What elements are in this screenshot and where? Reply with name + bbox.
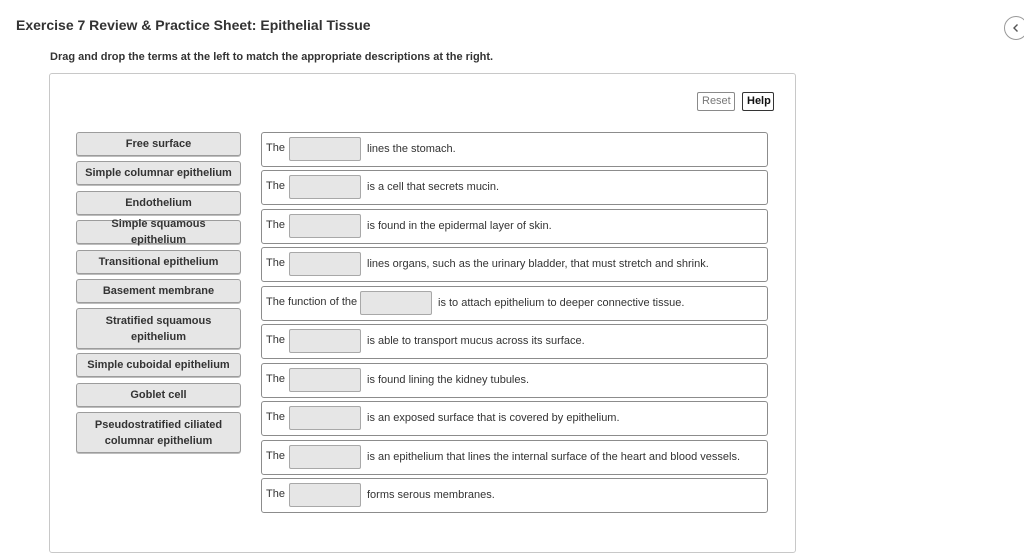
row-prefix: The [266, 450, 285, 462]
chevron-left-icon [1011, 23, 1021, 33]
description-row [261, 401, 768, 436]
row-prefix: The [266, 257, 285, 269]
term-free-surface[interactable]: Free surface [76, 132, 241, 156]
description-row [261, 478, 768, 513]
term-transitional-epithelium[interactable]: Transitional epithelium [76, 250, 241, 274]
row-description: forms serous membranes. [367, 489, 495, 501]
row-prefix: The [266, 411, 285, 423]
drop-target[interactable] [289, 406, 361, 430]
term-simple-squamous-epithelium[interactable]: Simple squamous epithelium [76, 220, 241, 244]
row-prefix: The [266, 180, 285, 192]
collapse-button[interactable] [1004, 16, 1024, 40]
row-description: is an exposed surface that is covered by epithelium. [367, 412, 620, 424]
drop-target[interactable] [289, 214, 361, 238]
drop-target[interactable] [289, 329, 361, 353]
drop-target[interactable] [289, 252, 361, 276]
description-row [261, 324, 768, 359]
row-prefix: The [266, 142, 285, 154]
row-prefix: The [266, 219, 285, 231]
row-description: is a cell that secrets mucin. [367, 181, 500, 193]
row-prefix: The [266, 488, 285, 500]
row-description: is able to transport mucus across its surface. [367, 335, 585, 347]
row-description: lines organs, such as the urinary bladder, that must stretch and shrink. [367, 258, 709, 270]
row-description: is found lining the kidney tubules. [367, 374, 530, 386]
row-prefix: The [266, 334, 285, 346]
description-row [261, 247, 768, 282]
reset-button[interactable]: Reset [697, 92, 735, 111]
row-prefix: The [266, 373, 285, 385]
description-row [261, 363, 768, 398]
row-description: is found in the epidermal layer of skin. [367, 220, 552, 232]
description-row [261, 286, 768, 321]
row-description: lines the stomach. [367, 143, 456, 155]
page-title: Exercise 7 Review & Practice Sheet: Epithelial Tissue [16, 17, 371, 33]
term-basement-membrane[interactable]: Basement membrane [76, 279, 241, 303]
drop-target[interactable] [289, 175, 361, 199]
row-description: is to attach epithelium to deeper connective tissue. [438, 297, 685, 309]
term-simple-columnar-epithelium[interactable]: Simple columnar epithelium [76, 161, 241, 185]
drop-target[interactable] [289, 483, 361, 507]
description-row [261, 440, 768, 475]
instructions: Drag and drop the terms at the left to match the appropriate descriptions at the right. [50, 51, 494, 63]
drop-target[interactable] [360, 291, 432, 315]
help-button[interactable]: Help [742, 92, 774, 111]
drop-target[interactable] [289, 137, 361, 161]
term-endothelium[interactable]: Endothelium [76, 191, 241, 215]
description-row [261, 209, 768, 244]
term-pseudostratified-ciliated-columnar-epithelium[interactable]: Pseudostratified ciliated columnar epithelium [76, 412, 241, 453]
row-description: is an epithelium that lines the internal surface of the heart and blood vessels. [367, 451, 741, 463]
term-goblet-cell[interactable]: Goblet cell [76, 383, 241, 407]
description-row [261, 132, 768, 167]
term-stratified-squamous-epithelium[interactable]: Stratified squamous epithelium [76, 308, 241, 349]
drop-target[interactable] [289, 368, 361, 392]
row-prefix: The function of the [266, 296, 358, 308]
drop-target[interactable] [289, 445, 361, 469]
description-row [261, 170, 768, 205]
term-simple-cuboidal-epithelium[interactable]: Simple cuboidal epithelium [76, 353, 241, 377]
